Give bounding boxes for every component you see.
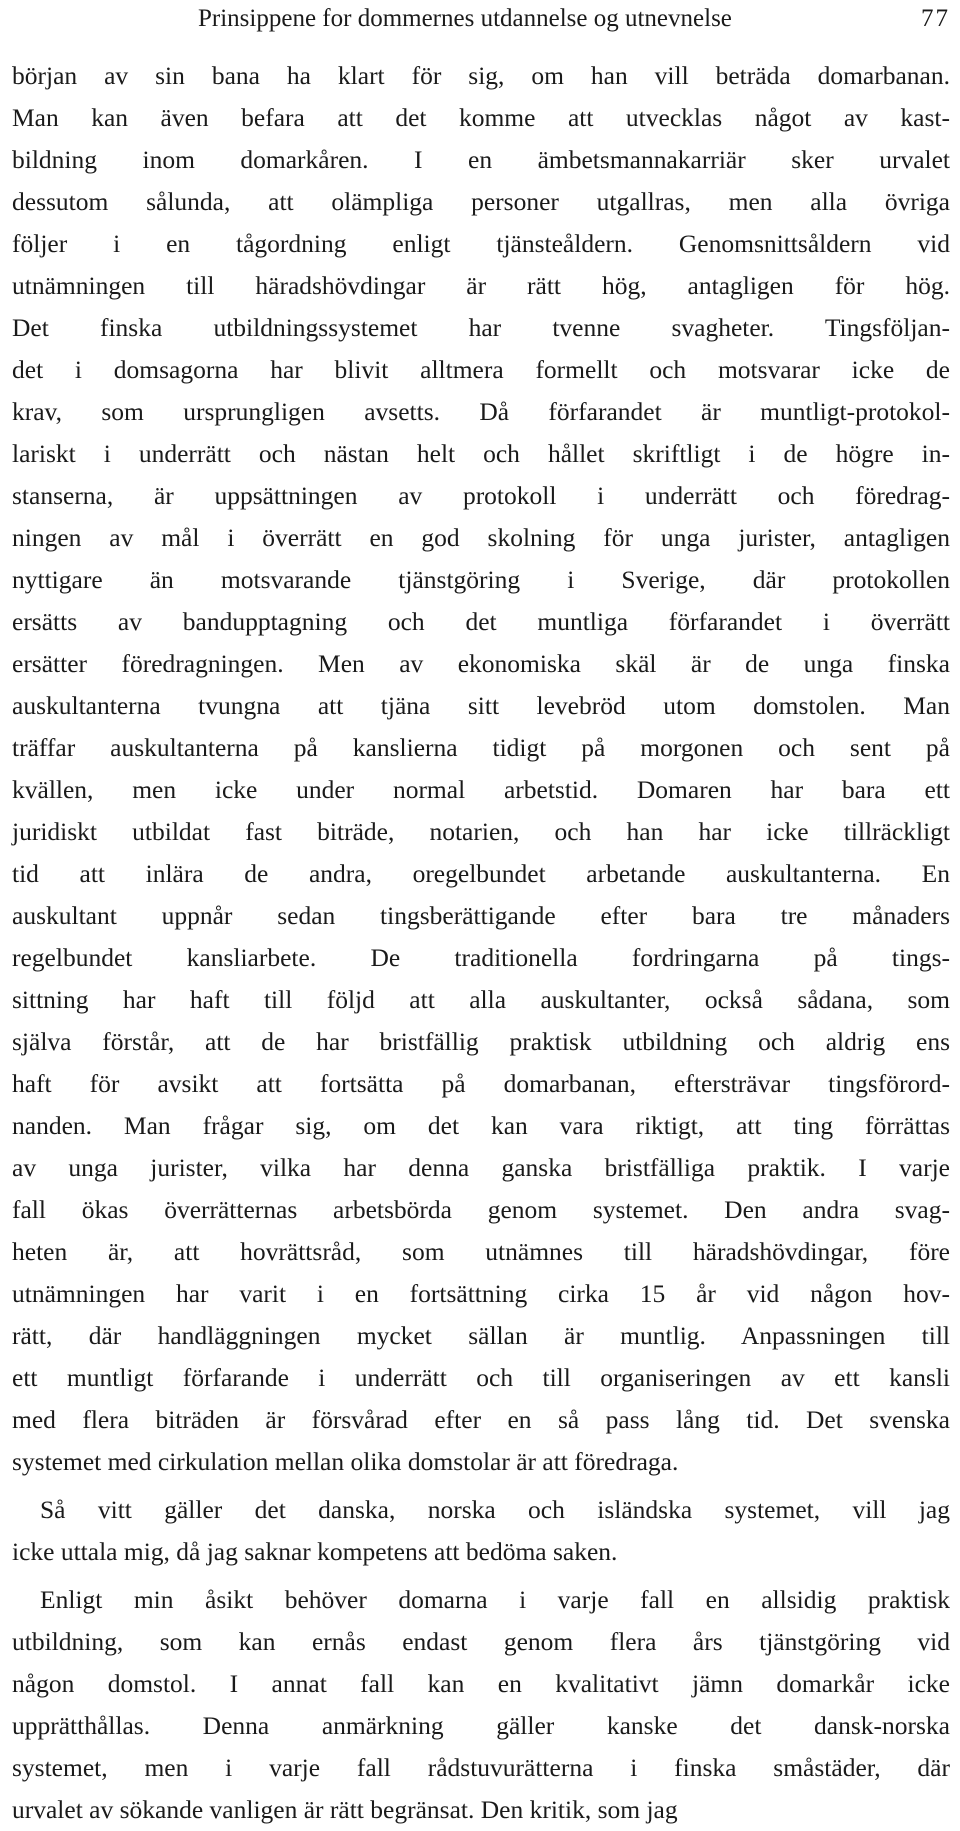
text-line: själva förstår, att de har bristfällig praktisk utbildning och aldrig ens xyxy=(12,1027,950,1056)
text-line: ersätter föredragningen. Men av ekonomiska skäl är de unga finska xyxy=(12,649,950,678)
text-line: Så vitt gäller det danska, norska och isländska systemet, vill jag xyxy=(40,1495,950,1524)
text-line: Det finska utbildningssystemet har tvenne svagheter. Tingsföljan- xyxy=(12,313,950,342)
text-line: juridiskt utbildat fast biträde, notarien, och han har icke tillräckligt xyxy=(12,817,950,846)
text-line: icke uttala mig, då jag saknar kompetens att bedöma saken. xyxy=(12,1537,618,1566)
text-line: kvällen, men icke under normal arbetstid. Domaren har bara ett xyxy=(12,775,950,804)
text-line: Man kan även befara att det komme att utvecklas något av kast- xyxy=(12,103,950,132)
text-line: stanserna, är uppsättningen av protokoll i underrätt och föredrag- xyxy=(12,481,950,510)
text-line: utnämningen har varit i en fortsättning cirka 15 år vid någon hov- xyxy=(12,1279,950,1308)
text-line: utbildning, som kan ernås endast genom flera års tjänstgöring vid xyxy=(12,1627,950,1656)
text-line: ett muntligt förfarande i underrätt och till organiseringen av ett kansli xyxy=(12,1363,950,1392)
text-line: med flera biträden är försvårad efter en så pass lång tid. Det svenska xyxy=(12,1405,950,1434)
text-line: regelbundet kansliarbete. De traditionella fordringarna på tings- xyxy=(12,943,950,972)
page-number: 77 xyxy=(921,5,950,32)
text-line: urvalet av sökande vanligen är rätt begränsat. Den kritik, som jag xyxy=(12,1795,678,1824)
text-line: utnämningen till häradshövdingar är rätt hög, antagligen för hög. xyxy=(12,271,950,300)
text-line: träffar auskultanterna på kanslierna tidigt på morgonen och sent på xyxy=(12,733,950,762)
text-line: upprätthållas. Denna anmärkning gäller kanske det dansk-norska xyxy=(12,1711,950,1740)
text-line: fall ökas överrätternas arbetsbörda genom systemet. Den andra svag- xyxy=(12,1195,950,1224)
text-line: någon domstol. I annat fall kan en kvalitativt jämn domarkår icke xyxy=(12,1669,950,1698)
paragraph xyxy=(12,55,950,1483)
text-line: krav, som ursprungligen avsetts. Då förfarandet är muntligt-protokol- xyxy=(12,397,950,426)
body-text xyxy=(12,55,950,1831)
text-line: av unga jurister, vilka har denna ganska bristfälliga praktik. I varje xyxy=(12,1153,950,1182)
text-line: nyttigare än motsvarande tjänstgöring i Sverige, där protokollen xyxy=(12,565,950,594)
text-line: lariskt i underrätt och nästan helt och hållet skriftligt i de högre in- xyxy=(12,439,950,468)
text-line: auskultant uppnår sedan tingsberättigande efter bara tre månaders xyxy=(12,901,950,930)
text-line: systemet, men i varje fall rådstuvurätterna i finska småstäder, där xyxy=(12,1753,950,1782)
text-line: sittning har haft till följd att alla auskultanter, också sådana, som xyxy=(12,985,950,1014)
running-title: Prinsippene for dommernes utdannelse og utnevnelse xyxy=(198,5,732,32)
text-line: ningen av mål i överrätt en god skolning för unga jurister, antagligen xyxy=(12,523,950,552)
text-line: bildning inom domarkåren. I en ämbetsmannakarriär sker urvalet xyxy=(12,145,950,174)
text-line: Enligt min åsikt behöver domarna i varje fall en allsidig praktisk xyxy=(40,1585,950,1614)
paragraph xyxy=(12,1579,950,1831)
running-header xyxy=(12,2,950,36)
text-line: heten är, att hovrättsråd, som utnämnes till häradshövdingar, före xyxy=(12,1237,950,1266)
text-line: det i domsagorna har blivit alltmera formellt och motsvarar icke de xyxy=(12,355,950,384)
text-line: auskultanterna tvungna att tjäna sitt levebröd utom domstolen. Man xyxy=(12,691,950,720)
text-line: ersätts av bandupptagning och det muntliga förfarandet i överrätt xyxy=(12,607,950,636)
text-line: dessutom sålunda, att olämpliga personer utgallras, men alla övriga xyxy=(12,187,950,216)
text-line: följer i en tågordning enligt tjänsteåldern. Genomsnittsåldern vid xyxy=(12,229,950,258)
text-line: haft för avsikt att fortsätta på domarbanan, eftersträvar tingsförord- xyxy=(12,1069,950,1098)
text-line: nanden. Man frågar sig, om det kan vara riktigt, att ting förrättas xyxy=(12,1111,950,1140)
text-line: systemet med cirkulation mellan olika domstolar är att föredraga. xyxy=(12,1447,679,1476)
text-line: början av sin bana ha klart för sig, om han vill beträda domarbanan. xyxy=(12,61,950,90)
text-line: tid att inlära de andra, oregelbundet arbetande auskultanterna. En xyxy=(12,859,950,888)
paragraph xyxy=(12,1489,950,1573)
text-line: rätt, där handläggningen mycket sällan är muntlig. Anpassningen till xyxy=(12,1321,950,1350)
